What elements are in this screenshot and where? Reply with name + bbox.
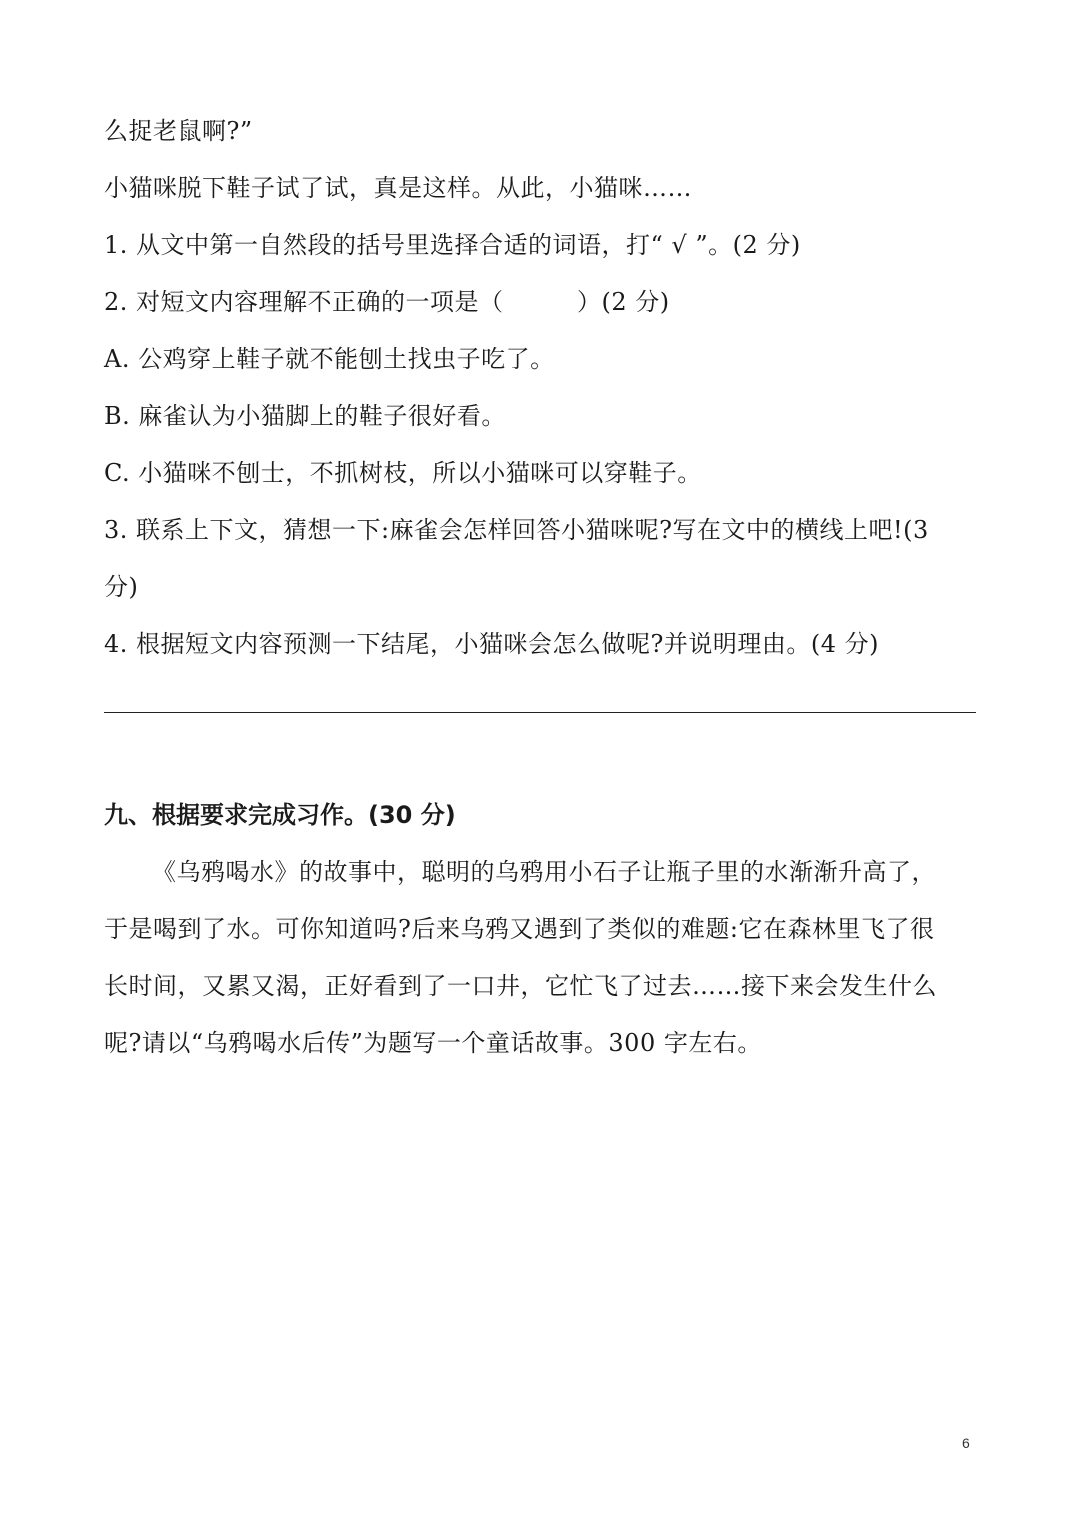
section-9-paragraph-line-3: 长时间，又累又渴，正好看到了一口井，它忙飞了过去……接下来会发生什么 xyxy=(104,972,937,1000)
question-2-option-c: C. 小猫咪不刨士，不抓树枝，所以小猫咪可以穿鞋子。 xyxy=(104,459,702,487)
question-2-option-b: B. 麻雀认为小猫脚上的鞋子很好看。 xyxy=(104,402,506,430)
question-1: 1. 从文中第一自然段的括号里选择合适的词语，打“ √ ”。(2 分) xyxy=(104,231,801,259)
section-9-paragraph-line-1: 《乌鸦喝水》的故事中，聪明的乌鸦用小石子让瓶子里的水渐渐升高了， xyxy=(152,858,936,886)
story-tail-line-1: 么捉老鼠啊?” xyxy=(104,117,253,145)
question-2-option-a: A. 公鸡穿上鞋子就不能刨土找虫子吃了。 xyxy=(104,345,555,373)
story-tail-line-2: 小猫咪脱下鞋子试了试，真是这样。从此，小猫咪…… xyxy=(104,174,692,202)
question-3-line-2: 分) xyxy=(104,573,139,601)
section-9-paragraph-line-2: 于是喝到了水。可你知道吗?后来乌鸦又遇到了类似的难题:它在森林里飞了很 xyxy=(104,915,935,943)
section-divider xyxy=(104,712,976,713)
question-3-line-1: 3. 联系上下文，猜想一下:麻雀会怎样回答小猫咪呢?写在文中的横线上吧!(3 xyxy=(104,516,929,544)
section-9-paragraph-line-4: 呢?请以“乌鸦喝水后传”为题写一个童话故事。300 字左右。 xyxy=(104,1029,762,1057)
page-number: 6 xyxy=(962,1435,970,1451)
question-4: 4. 根据短文内容预测一下结尾，小猫咪会怎么做呢?并说明理由。(4 分) xyxy=(104,630,880,658)
section-9-title: 九、根据要求完成习作。(30 分) xyxy=(104,801,456,829)
question-2: 2. 对短文内容理解不正确的一项是（ ）(2 分) xyxy=(104,288,670,316)
